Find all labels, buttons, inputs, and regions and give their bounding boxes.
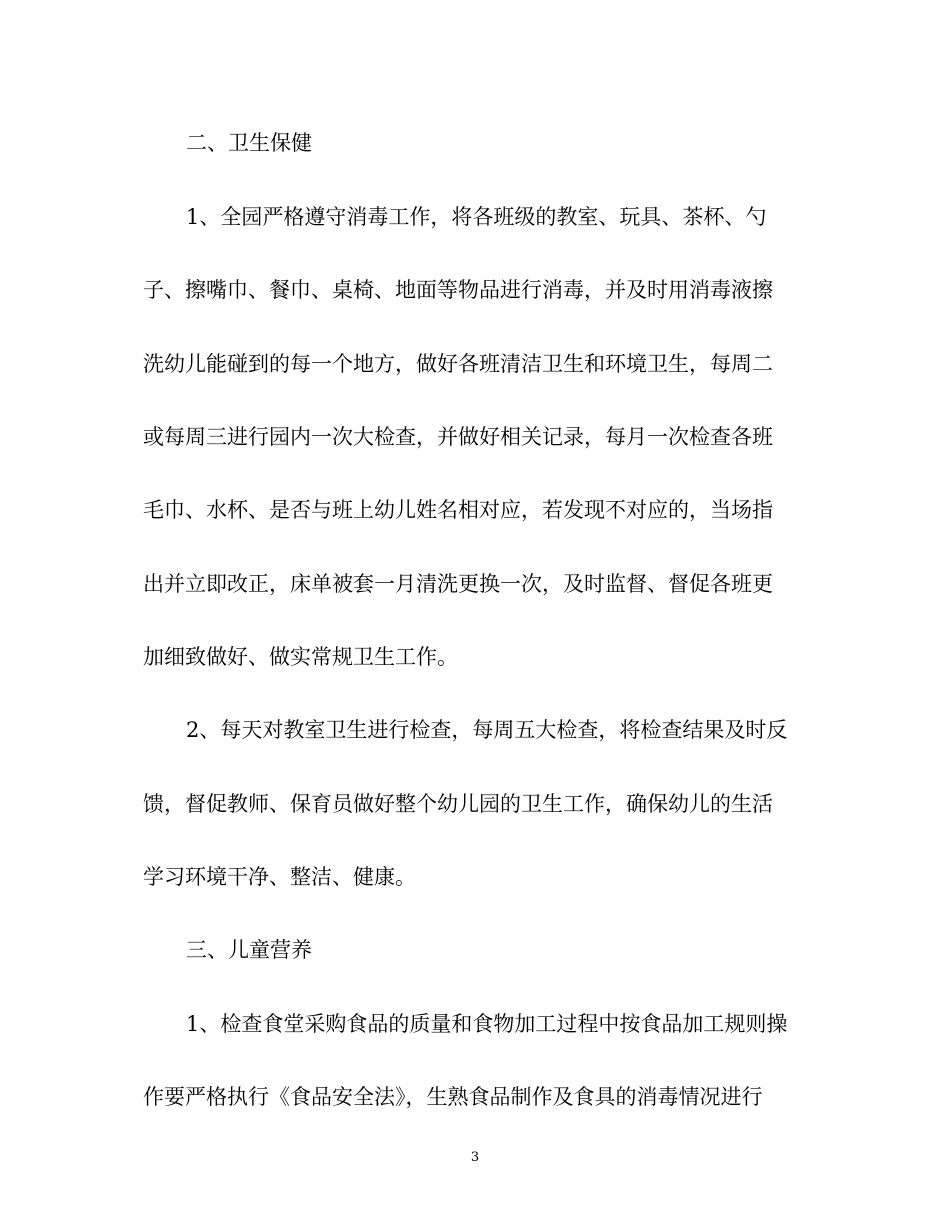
paragraph-line: 馈，督促教师、保育员做好整个幼儿园的卫生工作，确保幼儿的生活 [143,792,773,816]
paragraph-line: 学习环境干净、整洁、健康。 [143,865,416,889]
section-heading-hygiene: 二、卫生保健 [186,131,312,155]
paragraph-line: 子、擦嘴巾、餐巾、桌椅、地面等物品进行消毒，并及时用消毒液擦 [143,278,773,302]
paragraph-line: 1、全园严格遵守消毒工作，将各班级的教室、玩具、茶杯、勺 [186,205,767,229]
paragraph-line: 毛巾、水杯、是否与班上幼儿姓名相对应，若发现不对应的，当场指 [143,498,773,522]
paragraph-line: 1、检查食堂采购食品的质量和食物加工过程中按食品加工规则操 [186,1012,788,1036]
section-heading-nutrition: 三、儿童营养 [186,938,312,962]
paragraph-line: 出并立即改正，床单被套一月清洗更换一次，及时监督、督促各班更 [143,572,773,596]
paragraph-line: 2、每天对教室卫生进行检查，每周五大检查，将检查结果及时反 [186,718,788,742]
paragraph-line: 或每周三进行园内一次大检查，并做好相关记录，每月一次检查各班 [143,425,773,449]
paragraph-line: 加细致做好、做实常规卫生工作。 [143,645,458,669]
page-number: 3 [470,1150,480,1165]
paragraph-line: 作要严格执行《食品安全法》，生熟食品制作及食具的消毒情况进行 [143,1085,763,1109]
paragraph-line: 洗幼儿能碰到的每一个地方，做好各班清洁卫生和环境卫生，每周二 [143,352,773,376]
